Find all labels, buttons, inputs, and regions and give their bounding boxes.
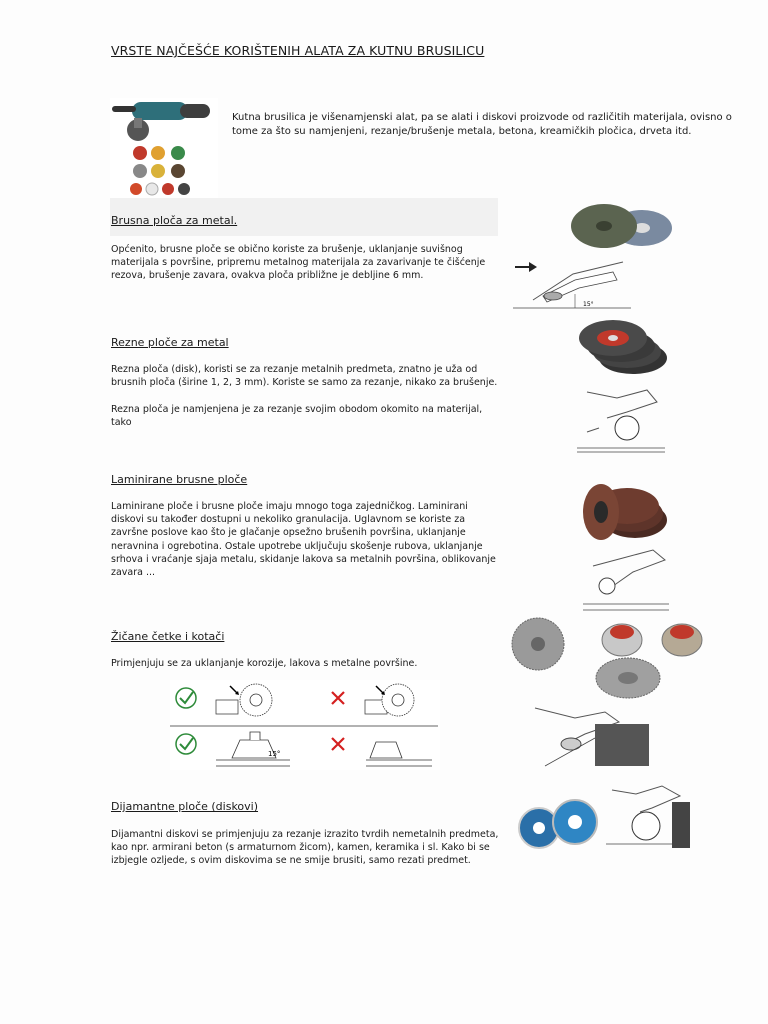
grinder-with-discs-image: [110, 98, 218, 198]
angle-label: 15°: [583, 301, 594, 308]
wire-brushes-image: [510, 618, 720, 700]
cutting-illustration: [577, 382, 665, 456]
grinding-disc-image: [570, 202, 674, 250]
angle-label-2: 15°: [268, 750, 281, 758]
section-body-wire-brush: Primjenjuju se za uklanjanje korozije, lakova s metalne površine.: [111, 658, 418, 669]
grinding-angle-illustration: [513, 252, 633, 312]
section-body-flap-disc: Laminirane ploče i brusne ploče imaju mnogo toga zajedničkog. Laminirani diskovi su također dostupni u nekoliko granulacija. Uglavnom se koriste za završne poslove kao što je glačanje opsežno brušenih površina, uklanjanje neravnina i ogrebotina. Ostale upotrebe uključuju skošenje rubova, uklanjanje srhova i vraćanje sjaja metalu, skidanje lakova sa metalnih površina, oblikovanje zavara ...: [111, 501, 496, 579]
section-body-diamond-disc: Dijamantni diskovi se primjenjuju za rezanje izrazito tvrdih nemetalnih predmeta, kao npr. armirani beton (s armaturnom žicom), kamen, keramika i sl. Kako bi se izbjegle ozljede, s ovim diskovima se ne smije brusiti, samo rezati predmet.: [111, 829, 499, 867]
flap-disc-stack-image: [581, 476, 669, 544]
section-body-cutting-disc-2: Rezna ploča je namjenjena je za rezanje svojim obodom okomito na materijal, tako: [111, 404, 483, 429]
flap-grinding-illustration: [583, 546, 669, 616]
wire-brush-grinding-illustration: [535, 698, 649, 766]
cutting-disc-stack-image: [577, 318, 671, 378]
section-heading-flap-disc: Laminirane brusne ploče: [111, 473, 248, 486]
section-heading-grinding-disc: Brusna ploča za metal.: [111, 214, 238, 227]
section-body-cutting-disc: Rezna ploča (disk), koristi se za rezanje metalnih predmeta, znatno je uža od brusnih ploča (širine 1, 2, 3 mm). Koriste se samo za rezanje, nikako za brušenje.: [111, 364, 498, 389]
section-heading-cutting-disc: Rezne ploče za metal: [111, 336, 229, 349]
diamond-discs-image: [517, 800, 601, 852]
wire-brush-usage-diagram: [170, 680, 440, 770]
page-title: VRSTE NAJČEŠĆE KORIŠTENIH ALATA ZA KUTNU BRUSILICU: [111, 43, 485, 58]
diamond-cutting-illustration: [606, 782, 690, 848]
section-heading-diamond-disc: Dijamantne ploče (diskovi): [111, 800, 259, 813]
section-body-grinding-disc: Općenito, brusne ploče se obično koriste za brušenje, uklanjanje suvišnog materijala s površine, pripremu metalnog materijala za zavarivanje te čišćenje rezova, brušenje zavara, ovakva ploča približne je debljine 6 mm.: [111, 244, 486, 282]
section-heading-wire-brush: Žičane četke i kotači: [111, 630, 225, 643]
intro-paragraph: Kutna brusilica je višenamjenski alat, pa se alati i diskovi proizvode od različitih materijala, ovisno o tome za što su namjenjeni, rezanje/brušenje metala, betona, kreamičkih pločica, drveta itd.: [232, 112, 732, 137]
